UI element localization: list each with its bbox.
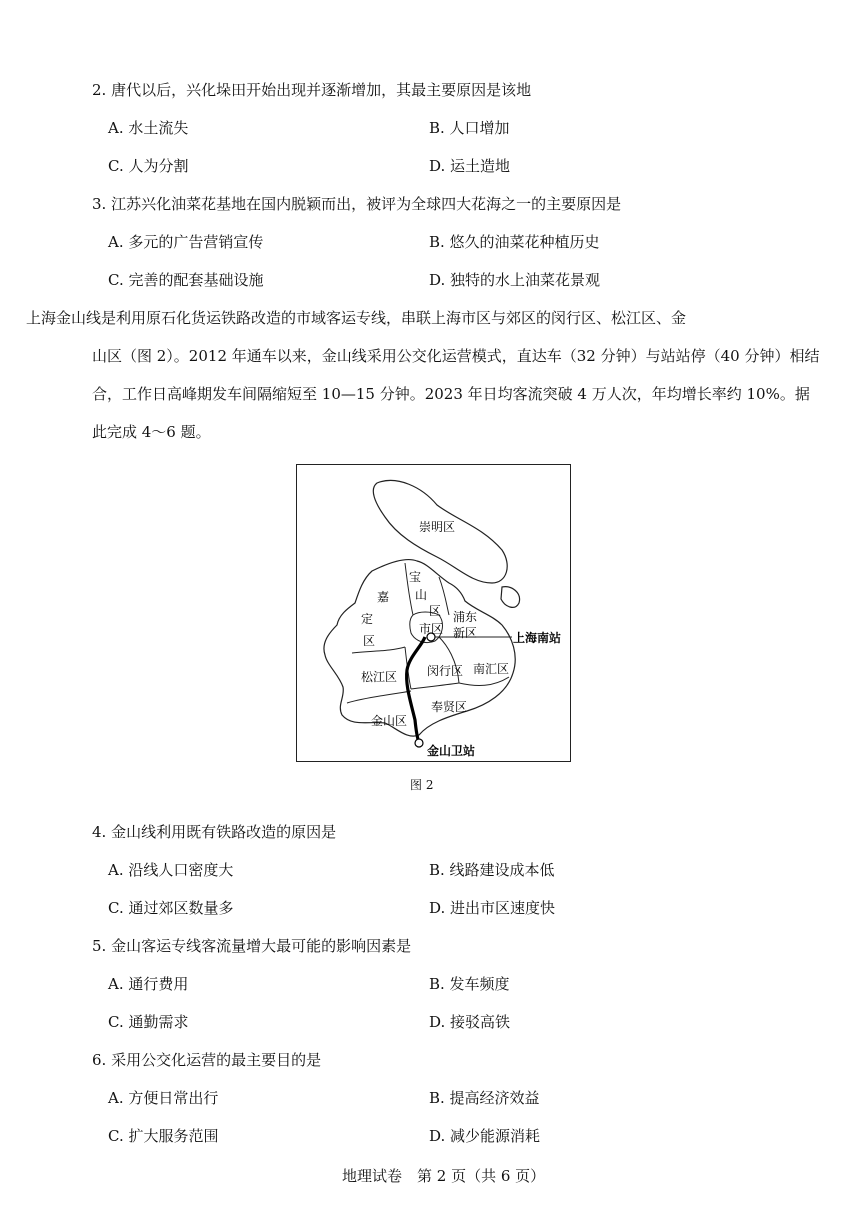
q4-option-c: C. 通过郊区数量多 [108,899,234,917]
q6-option-d: D. 减少能源消耗 [429,1127,541,1145]
q2-option-c: C. 人为分割 [108,157,189,175]
label-baoshan-3: 区 [429,604,442,618]
question-2-stem: 2. 唐代以后，兴化垛田开始出现并逐渐增加，其最主要原因是该地 [92,81,532,99]
figure-2-frame [296,464,571,762]
question-3-stem: 3. 江苏兴化油菜花基地在国内脱颖而出，被评为全球四大花海之一的主要原因是 [92,195,622,213]
q4-option-a: A. 沿线人口密度大 [108,861,234,879]
q3-option-a: A. 多元的广告营销宣传 [108,233,264,251]
label-jiading-2: 定 [361,612,374,626]
q6-option-a: A. 方便日常出行 [108,1089,219,1107]
label-minhang: 闵行区 [427,664,464,678]
small-island [501,587,520,608]
q4-option-d: D. 进出市区速度快 [429,899,556,917]
label-songjiang: 松江区 [361,670,398,684]
label-jinshan: 金山区 [371,714,408,728]
label-pudong-2: 新区 [453,626,478,640]
label-chongming: 崇明区 [419,520,456,534]
q3-option-d: D. 独特的水上油菜花景观 [429,271,601,289]
label-shiqu: 市区 [419,622,444,636]
label-shanghai-south-station: 上海南站 [513,631,562,645]
question-5-stem: 5. 金山客运专线客流量增大最可能的影响因素是 [92,937,412,955]
label-pudong-1: 浦东 [453,610,478,624]
q6-option-b: B. 提高经济效益 [429,1089,540,1107]
q6-option-c: C. 扩大服务范围 [108,1127,219,1145]
q5-option-d: D. 接驳高铁 [429,1013,511,1031]
label-fengxian: 奉贤区 [431,700,468,714]
label-nanhui: 南汇区 [473,662,510,676]
passage-line-1: 上海金山线是利用原石化货运铁路改造的市域客运专线，串联上海市区与郊区的闵行区、松江区、金 [26,309,687,327]
boundary-fengxian-nanhui [459,677,509,685]
label-jiading-1: 嘉 [377,590,390,604]
question-4-stem: 4. 金山线利用既有铁路改造的原因是 [92,823,337,841]
q5-option-a: A. 通行费用 [108,975,189,993]
passage-line-3: 合，工作日高峰期发车间隔缩短至 10—15 分钟。2023 年日均客流突破 4 万人次，年均增长率约 10%。据 [92,385,810,403]
page-footer: 地理试卷 第 2 页（共 6 页） [342,1167,546,1185]
q3-option-b: B. 悠久的油菜花种植历史 [429,233,600,251]
boundary-songjiang-jinshan [347,691,411,703]
boundary-minhang-fengxian [411,683,459,689]
q2-option-b: B. 人口增加 [429,119,510,137]
q2-option-a: A. 水土流失 [108,119,189,137]
jinshan-railway-line [407,637,425,743]
figure-2-caption: 图 2 [410,778,434,792]
q4-option-b: B. 线路建设成本低 [429,861,555,879]
label-jinshanwei-station: 金山卫站 [427,744,476,758]
passage-line-4: 此完成 4～6 题。 [92,423,211,441]
boundary-jiading-songjiang [352,647,405,653]
label-jiading-3: 区 [363,634,376,648]
q5-option-b: B. 发车频度 [429,975,510,993]
q3-option-c: C. 完善的配套基础设施 [108,271,264,289]
q5-option-c: C. 通勤需求 [108,1013,189,1031]
passage-line-2: 山区（图 2）。2012 年通车以来，金山线采用公交化运营模式，直达车（32 分钟）与站站停（40 分钟）相结 [92,347,820,365]
label-baoshan-1: 宝 [409,570,422,584]
q2-option-d: D. 运土造地 [429,157,511,175]
jinshanwei-station-marker [415,739,423,747]
question-6-stem: 6. 采用公交化运营的最主要目的是 [92,1051,322,1069]
shanghai-district-map [297,465,569,760]
label-baoshan-2: 山 [415,588,428,602]
